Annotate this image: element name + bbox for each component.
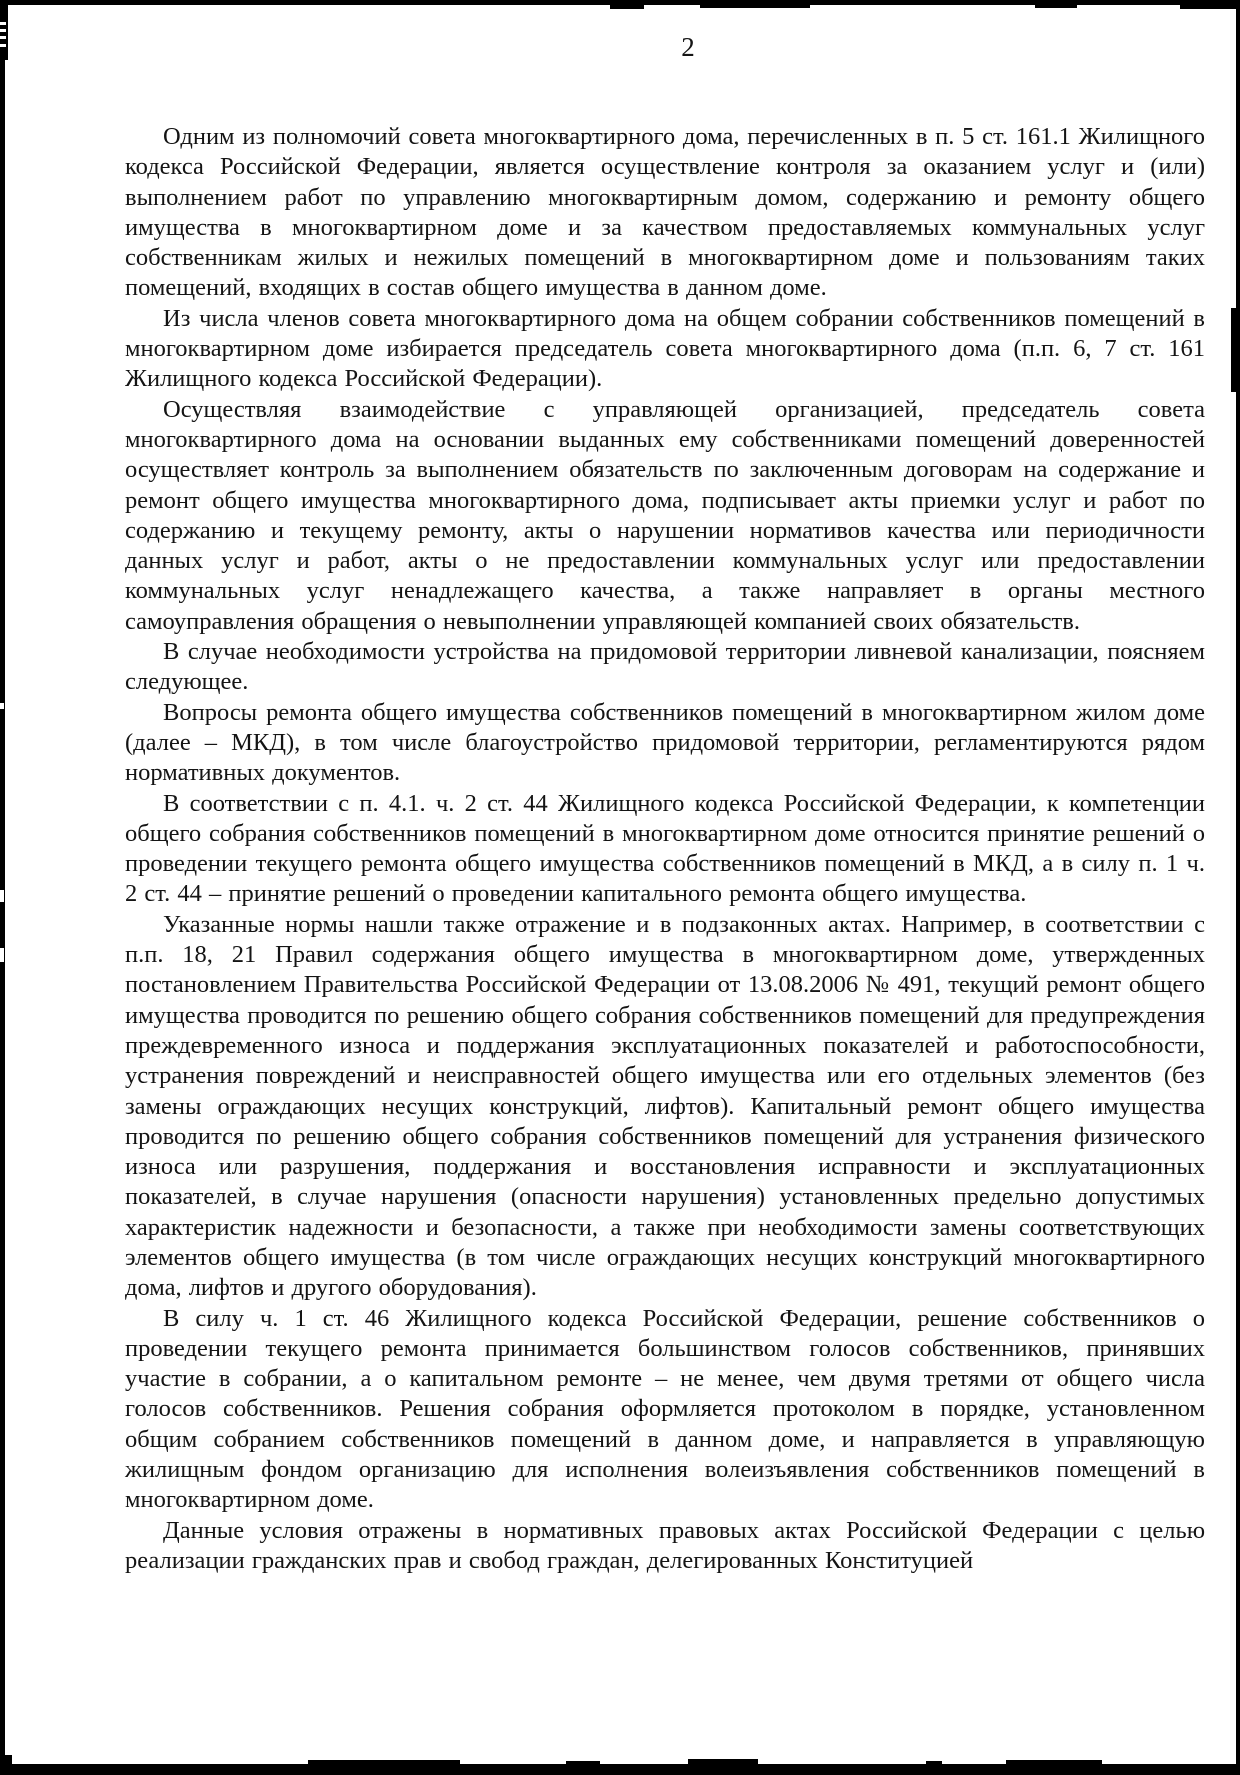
scan-speck [1006, 1760, 1102, 1764]
scan-speck [688, 1759, 758, 1764]
scan-notch [0, 948, 4, 962]
scan-speck [566, 1761, 600, 1764]
scan-speck [2, 1755, 12, 1764]
paragraph-5: Вопросы ремонта общего имущества собственников помещений в многоквартирном жилом доме (далее – МКД), в том числе благоустройство придомовой территории, регламентируются рядом нормативных документов. [125, 698, 1205, 787]
paragraph-7: Указанные нормы нашли также отражение и в подзаконных актах. Например, в соответствии с п.п. 18, 21 Правил содержания общего имущества в многоквартирном доме, утвержденных постановлением Правительства Российской Федерации от 13.08.2006 № 491, текущий ремонт общего имущества проводится по решению общего собрания собственников помещений для предупреждения преждевременного износа и поддержания эксплуатационных показателей и работоспособности, устранения повреждений и неисправностей общего имущества или его отдельных элементов (без замены ограждающих несущих конструкций, лифтов). Капитальный ремонт общего имущества проводится по решению общего собрания собственников помещений для устранения физического износа или разрушения, поддержания и восстановления исправности и эксплуатационных показателей, в случае нарушения (опасности нарушения) установленных предельно допустимых характеристик надежности и безопасности, а также при необходимости замены соответствующих элементов общего имущества (в том числе ограждающих несущих конструкций многоквартирного дома, лифтов и другого оборудования). [125, 910, 1205, 1302]
scan-speck [610, 5, 644, 9]
scan-notch [0, 703, 4, 709]
scan-notch [0, 22, 6, 25]
scan-notch [0, 29, 6, 32]
paragraph-9: Данные условия отражены в нормативных правовых актах Российской Федерации с целью реализации гражданских прав и свобод граждан, делегированных Конституцией [125, 1516, 1205, 1574]
scan-edge-bottom [0, 1764, 1240, 1775]
scan-notch [0, 36, 6, 39]
scan-speck [926, 1761, 942, 1764]
scan-edge-left [0, 0, 5, 1775]
paragraph-3: Осуществляя взаимодействие с управляющей организацией, председатель совета многоквартирного дома на основании выданных ему собственниками помещений доверенностей осуществляет контроль за выполнением обязательств по заключенным договорам на содержание и ремонт общего имущества многоквартирного дома, подписывает акты приемки услуг и работ по содержанию и текущему ремонту, акты о нарушении нормативов качества или периодичности данных услуг и работ, акты о не предоставлении коммунальных услуг или предоставлении коммунальных услуг ненадлежащего качества, а также направляет в органы местного самоуправления обращения о невыполнении управляющей компанией своих обязательств. [125, 395, 1205, 635]
scan-edge-right [1236, 0, 1240, 1775]
page-number: 2 [681, 32, 695, 62]
document-body [125, 122, 1205, 1576]
scan-speck [308, 1760, 460, 1764]
paragraph-1: Одним из полномочий совета многоквартирного дома, перечисленных в п. 5 ст. 161.1 Жилищного кодекса Российской Федерации, является осуществление контроля за оказанием услуг и (или) выполнением работ по управлению многоквартирным домом, содержанию и ремонту общего имущества в многоквартирном доме и за качеством предоставляемых коммунальных услуг собственникам жилых и нежилых помещений в многоквартирном доме и пользованиям таких помещений, входящих в состав общего имущества в данном доме. [125, 123, 1205, 302]
scan-notch [0, 44, 6, 47]
scan-speck [1180, 0, 1240, 9]
scan-speck [700, 5, 810, 8]
paragraph-2: Из числа членов совета многоквартирного дома на общем собрании собственников помещений в многоквартирном доме избирается председатель совета многоквартирного дома (п.п. 6, 7 ст. 161 Жилищного кодекса Российской Федерации). [125, 304, 1205, 393]
scan-speck [1035, 5, 1077, 8]
scan-notch [0, 890, 4, 902]
paragraph-4: В случае необходимости устройства на придомовой территории ливневой канализации, поясняем следующее. [125, 638, 1205, 696]
scan-speck [1231, 308, 1240, 392]
paragraph-8: В силу ч. 1 ст. 46 Жилищного кодекса Российской Федерации, решение собственников о проведении текущего ремонта принимается большинством голосов собственников, принявших участие в собрании, а о капитальном ремонте – не менее, чем двумя третями от общего числа голосов собственников. Решения собрания оформляется протоколом в порядке, установленном общим собранием собственников помещений в данном доме, и направляется в управляющую жилищным фондом организацию для исполнения волеизъявления собственников помещений в многоквартирном доме. [125, 1304, 1205, 1514]
paragraph-6: В соответствии с п. 4.1. ч. 2 ст. 44 Жилищного кодекса Российской Федерации, к компетенции общего собрания собственников помещений в многоквартирном доме относится принятие решений о проведении текущего ремонта общего имущества собственников помещений в МКД, а в силу п. 1 ч. 2 ст. 44 – принятие решений о проведении капитального ремонта общего имущества. [125, 789, 1205, 908]
